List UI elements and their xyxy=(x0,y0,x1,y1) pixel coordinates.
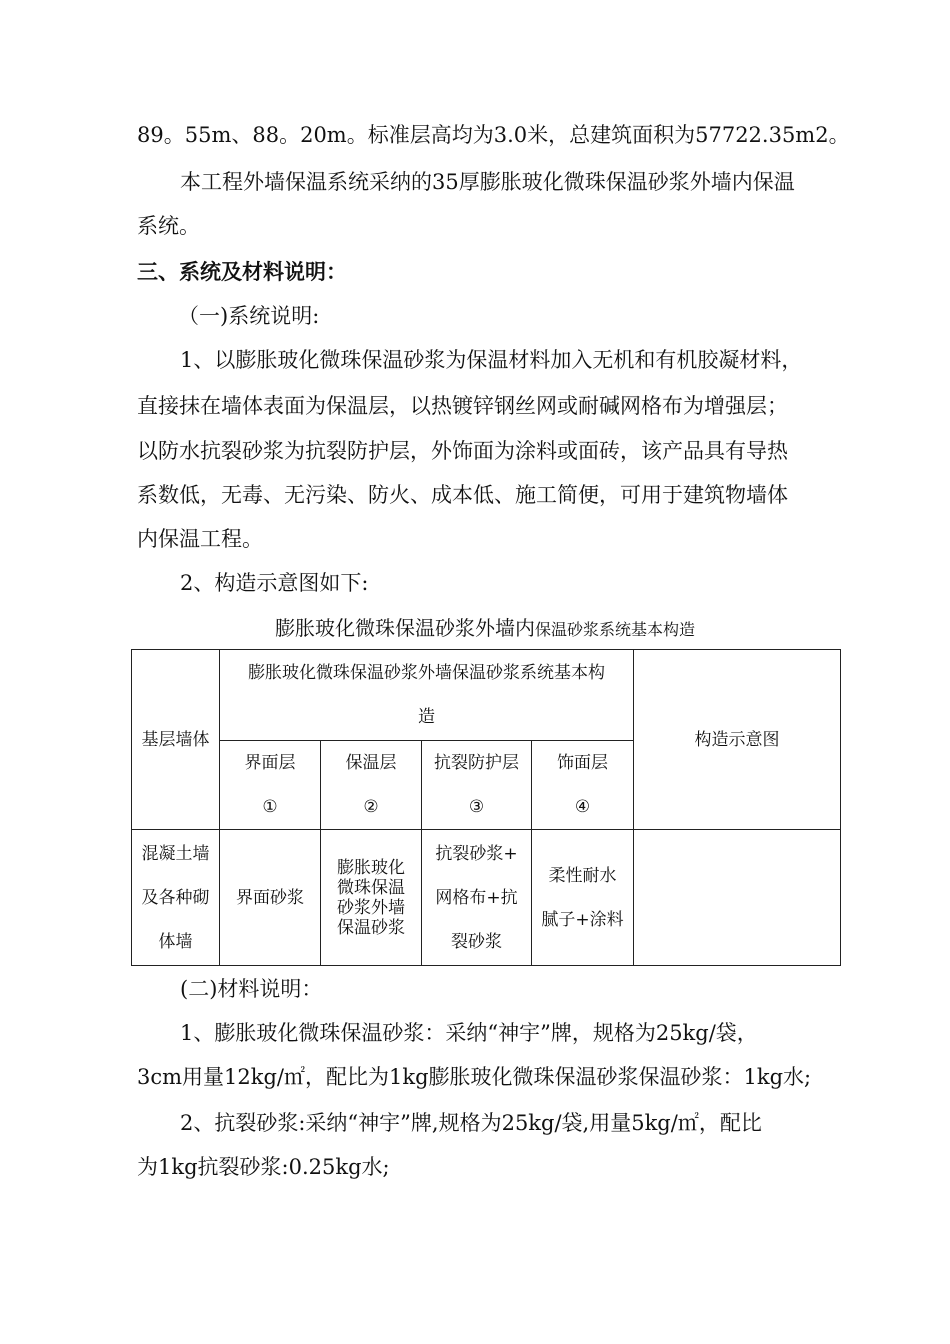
table-caption-main: 膨胀玻化微珠保温砂浆外墙内 xyxy=(274,616,535,640)
cell-line: 裂砂浆 xyxy=(451,931,502,952)
layer-number: ① xyxy=(262,797,278,817)
material2-line2: 为1kg抗裂砂浆:0.25kg水; xyxy=(137,1155,390,1179)
header-base-wall: 基层墙体 xyxy=(132,650,220,830)
header-layer-insulation xyxy=(321,741,422,830)
header-layer-interface xyxy=(220,741,321,830)
cell-line: 及各种砌 xyxy=(141,887,210,908)
layer-name: 抗裂防护层 xyxy=(434,753,519,773)
paragraph-insulation-system-line1: 本工程外墙保温系统采纳的35厚膨胀玻化微珠保温砂浆外墙内保温 xyxy=(180,170,795,194)
material2-line1: 2、抗裂砂浆:采纳“神宇”牌,规格为25kg/袋,用量5kg/㎡，配比 xyxy=(180,1111,762,1135)
item1-line1: 1、以膨胀玻化微珠保温砂浆为保温材料加入无机和有机胶凝材料， xyxy=(180,348,803,372)
header-construction-group-line2: 造 xyxy=(418,707,435,727)
subsection-material-description: (二)材料说明： xyxy=(180,977,323,1001)
table-caption xyxy=(130,613,840,645)
layer-number: ③ xyxy=(468,797,485,817)
subsection-system-description: （一)系统说明: xyxy=(178,304,320,328)
header-layer-crack-protection xyxy=(422,741,532,830)
cell-line: 膨胀玻化 xyxy=(337,857,405,878)
paragraph-building-height: 89。55m、88。20m。标准层高均为3.0米，总建筑面积为57722.35m2。 xyxy=(137,123,850,147)
header-diagram: 构造示意图 xyxy=(634,650,841,830)
item1-line3: 以防水抗裂砂浆为抗裂防护层，外饰面为涂料或面砖，该产品具有导热 xyxy=(137,439,788,463)
material1-line1: 1、膨胀玻化微珠保温砂浆：采纳“神宇”牌，规格为25kg/袋， xyxy=(180,1021,758,1045)
paragraph-insulation-system-line2: 系统。 xyxy=(137,214,200,238)
cell-line: 微珠保温 xyxy=(337,877,405,898)
cell-diagram xyxy=(634,830,841,966)
cell-interface: 界面砂浆 xyxy=(220,830,321,966)
header-layer-finish xyxy=(532,741,634,830)
cell-line: 砂浆外墙 xyxy=(337,897,405,918)
cell-finish xyxy=(532,830,634,966)
item1-line4: 系数低，无毒、无污染、防火、成本低、施工简便，可用于建筑物墙体 xyxy=(137,483,788,507)
layer-number: ② xyxy=(363,797,379,817)
cell-line: 腻子+涂料 xyxy=(541,909,624,930)
layer-number: ④ xyxy=(574,797,591,817)
cell-crack-protection xyxy=(422,830,532,966)
cell-line: 保温砂浆 xyxy=(337,917,405,938)
cell-line: 混凝土墙 xyxy=(141,843,210,864)
section-heading-3: 三、系统及材料说明： xyxy=(137,260,347,284)
header-construction-group xyxy=(220,650,634,741)
header-construction-group-line1: 膨胀玻化微珠保温砂浆外墙保温砂浆系统基本构 xyxy=(248,663,605,683)
cell-insulation xyxy=(321,830,422,966)
layer-name: 界面层 xyxy=(244,753,296,773)
cell-line: 网格布+抗 xyxy=(435,887,518,908)
cell-line: 柔性耐水 xyxy=(548,865,617,886)
item2-diagram-intro: 2、构造示意图如下: xyxy=(180,571,369,595)
material1-line2: 3cm用量12kg/㎡，配比为1kg膨胀玻化微珠保温砂浆保温砂浆：1kg水; xyxy=(137,1065,812,1089)
cell-line: 体墙 xyxy=(158,931,193,952)
cell-line: 抗裂砂浆+ xyxy=(435,843,518,864)
layer-name: 保温层 xyxy=(345,753,397,773)
item1-line2: 直接抹在墙体表面为保温层，以热镀锌钢丝网或耐碱网格布为增强层； xyxy=(137,394,788,418)
layer-name: 饰面层 xyxy=(557,753,608,773)
item1-line5: 内保温工程。 xyxy=(137,527,263,551)
table-caption-small: 保温砂浆系统基本构造 xyxy=(534,620,695,639)
cell-base-wall xyxy=(132,830,220,966)
construction-table xyxy=(131,649,841,966)
